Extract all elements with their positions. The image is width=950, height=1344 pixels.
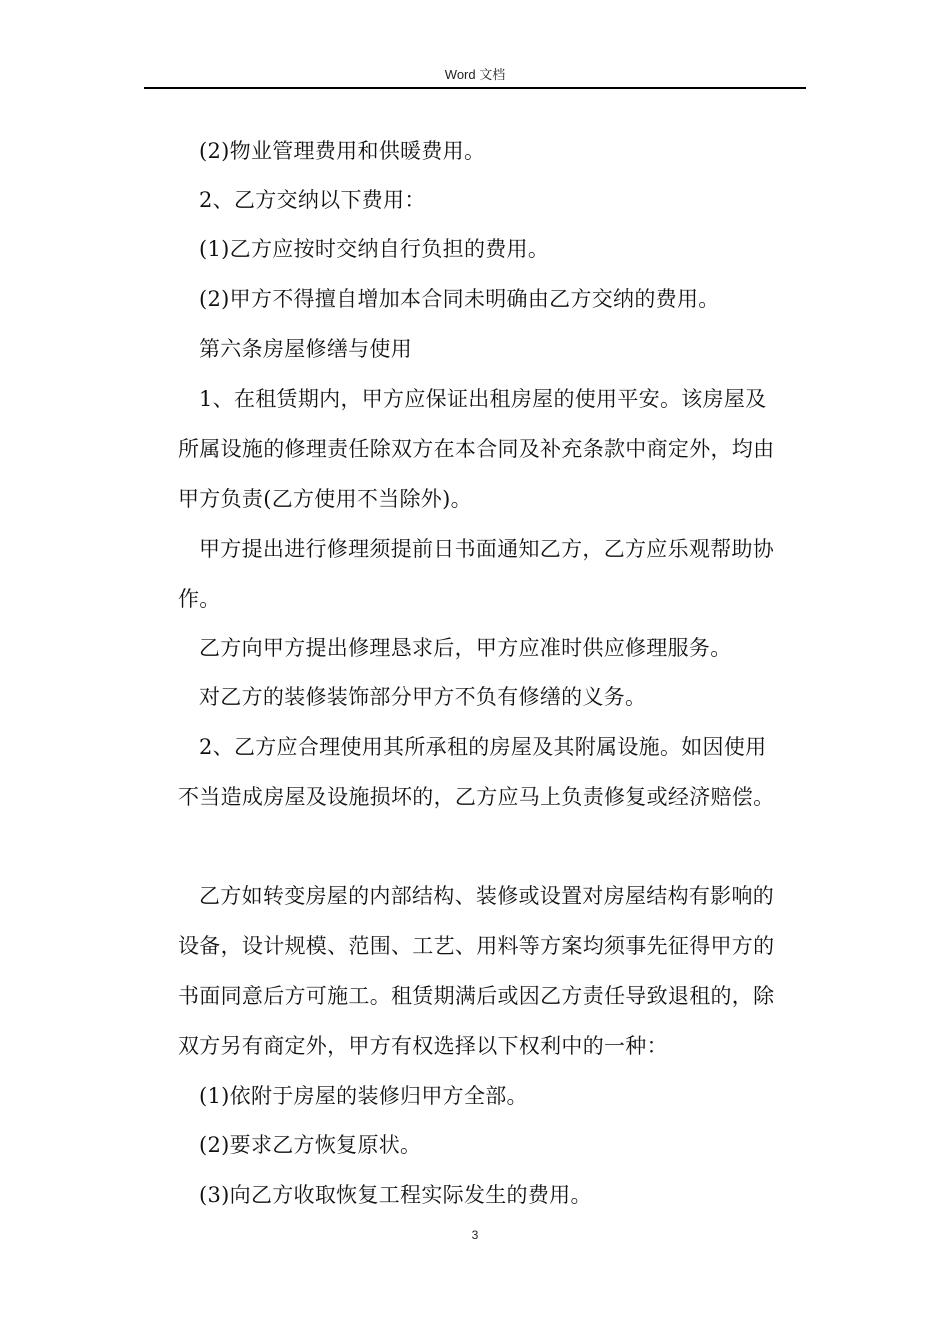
page-number: 3 [471,1228,479,1242]
body-line: 甲方提出进行修理须提前日书面通知乙方，乙方应乐观帮助协 [199,537,775,561]
body-line: 2、乙方交纳以下费用： [199,188,426,212]
body-line: 双方另有商定外，甲方有权选择以下权利中的一种： [178,1034,668,1058]
body-line: 不当造成房屋及设施损坏的，乙方应马上负责修复或经济赔偿。 [178,785,775,809]
body-line: 甲方负责(乙方使用不当除外)。 [178,487,472,511]
body-line: 书面同意后方可施工。租赁期满后或因乙方责任导致退租的，除 [178,984,775,1008]
body-line: (1)依附于房屋的装修归甲方全部。 [199,1084,528,1108]
body-line: (3)向乙方收取恢复工程实际发生的费用。 [199,1183,592,1207]
body-line: 设备，设计规模、范围、工艺、用料等方案均须事先征得甲方的 [178,934,775,958]
body-line: 2、乙方应合理使用其所承租的房屋及其附属设施。如因使用 [199,735,767,759]
body-line: (2)甲方不得擅自增加本合同未明确由乙方交纳的费用。 [199,287,720,311]
page-header-title: Word 文档 [444,67,506,82]
body-line: 所属设施的修理责任除双方在本合同及补充条款中商定外，均由 [178,437,775,461]
body-line: (1)乙方应按时交纳自行负担的费用。 [199,237,550,261]
body-line: 1、在租赁期内，甲方应保证出租房屋的使用平安。该房屋及 [199,387,767,411]
body-line: (2)物业管理费用和供暖费用。 [199,139,486,163]
section-heading: 第六条房屋修缮与使用 [199,337,412,361]
header-rule [144,87,806,89]
body-line: 乙方向甲方提出修理恳求后，甲方应准时供应修理服务。 [199,636,732,660]
body-line: 作。 [178,587,221,611]
body-line: 对乙方的装修装饰部分甲方不负有修缮的义务。 [199,685,647,709]
body-line: 乙方如转变房屋的内部结构、装修或设置对房屋结构有影响的 [199,884,775,908]
body-line: (2)要求乙方恢复原状。 [199,1133,422,1157]
